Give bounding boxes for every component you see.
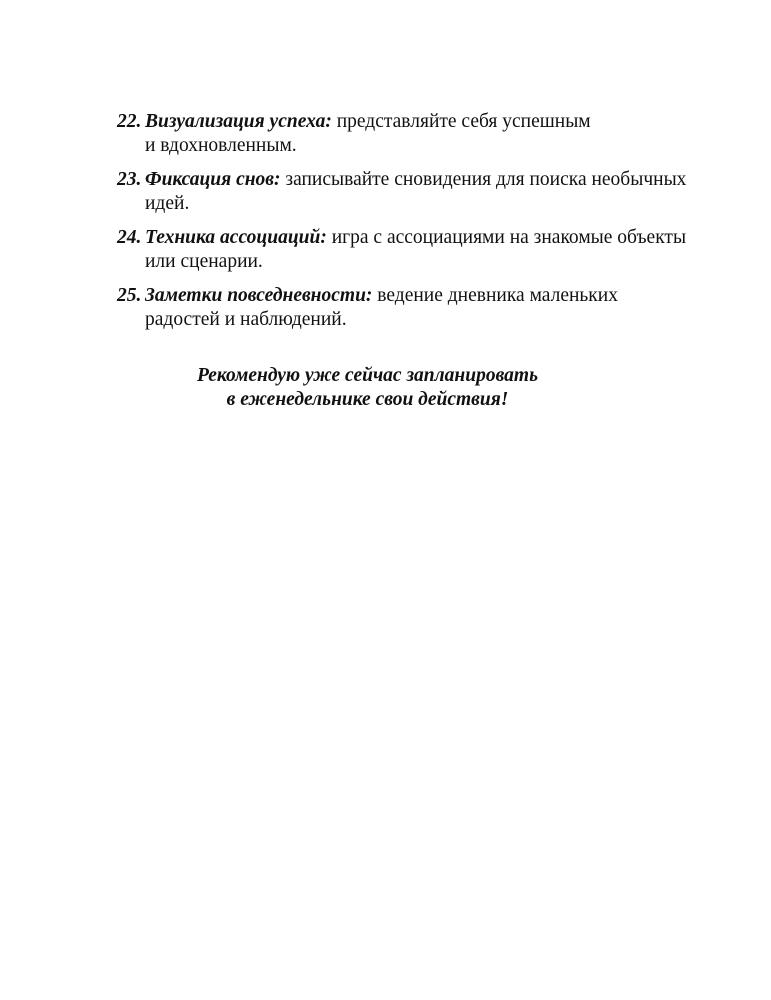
item-text: ведение дневника маленьких bbox=[377, 285, 618, 306]
item-term: Техника ассоциаций: bbox=[145, 227, 327, 248]
item-text-continued: радостей и наблюдений. bbox=[145, 309, 347, 330]
item-term: Визуализация успеха: bbox=[145, 111, 332, 132]
closing-line-2: в еженедельнике свои действия! bbox=[226, 389, 509, 410]
item-number: 23. bbox=[117, 169, 142, 190]
list-item bbox=[117, 110, 697, 158]
item-number: 22. bbox=[117, 111, 142, 132]
item-text: записывайте сновидения для поиска необычных bbox=[285, 169, 687, 190]
item-text-continued: идей. bbox=[145, 193, 190, 214]
list-item bbox=[117, 226, 697, 274]
item-text: представляйте себя успешным bbox=[336, 111, 591, 132]
item-number: 25. bbox=[117, 285, 142, 306]
item-text-continued: и вдохновленным. bbox=[145, 135, 297, 156]
list-item bbox=[117, 168, 697, 216]
closing-recommendation bbox=[0, 364, 753, 412]
list-item bbox=[117, 284, 697, 332]
item-term: Фиксация снов: bbox=[145, 169, 281, 190]
closing-line-1: Рекомендую уже сейчас запланировать bbox=[197, 365, 538, 386]
technique-list bbox=[117, 110, 697, 342]
item-number: 24. bbox=[117, 227, 142, 248]
item-term: Заметки повседневности: bbox=[145, 285, 373, 306]
item-text: игра с ассоциациями на знакомые объекты bbox=[331, 227, 687, 248]
item-text-continued: или сценарии. bbox=[145, 251, 263, 272]
